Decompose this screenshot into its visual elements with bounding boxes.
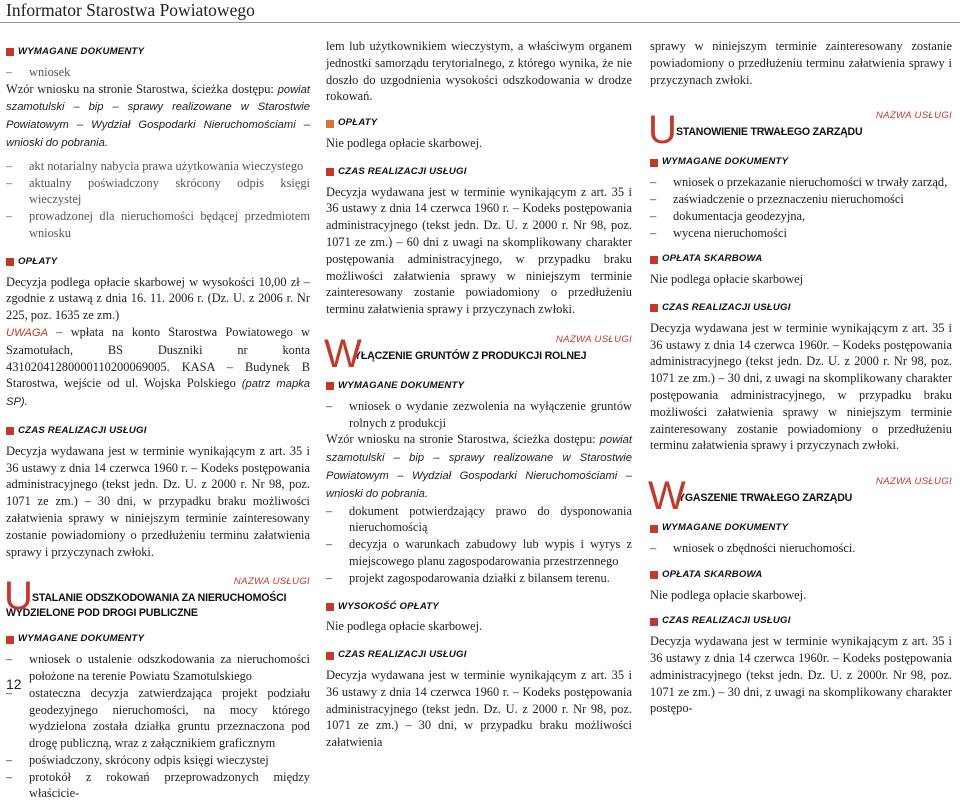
- bullet-square-icon: [326, 382, 334, 390]
- list-item: [6, 208, 310, 242]
- form-note: [6, 81, 310, 152]
- section-title: OPŁATY: [18, 255, 58, 267]
- list-item: – aktualny poświadczony skrócony odpis księgi wieczystej: [6, 175, 310, 209]
- list-item: – dokumentacja geodezyjna,: [650, 208, 952, 225]
- list: [6, 158, 310, 242]
- bullet-square-icon: [326, 652, 334, 660]
- bullet-square-icon: [650, 159, 658, 167]
- list-item: – zaświadczenie o przeznaczeniu nieruchomości: [650, 191, 952, 208]
- service-label: NAZWA USŁUGI: [233, 576, 310, 588]
- bullet-square-icon: [326, 603, 334, 611]
- section-title: WYMAGANE DOKUMENTY: [18, 633, 145, 645]
- section-title: CZAS REALIZACJI USŁUGI: [18, 424, 147, 436]
- time-paragraph: Decyzja wydawana jest w terminie wynikającym z art. 35 i 36 ustawy z dnia 14 czerwca 1960r. – Kodeks postępowania administracyjnego (tekst jedn. Dz. U. z 2000r. Nr 98, poz. 1071 ze zm.) – 30 dni, z uwagi na skomplikowany charakter postępo-: [650, 634, 952, 716]
- service-label: NAZWA USŁUGI: [875, 476, 952, 488]
- service-label: NAZWA USŁUGI: [875, 110, 952, 122]
- bullet-square-icon: [650, 618, 658, 626]
- service-heading: [324, 331, 632, 376]
- list-item: – protokół z rokowań przeprowadzonych między właścicie-: [6, 769, 310, 802]
- bullet-square-icon: [650, 571, 658, 579]
- fee-paragraph: Decyzja podlega opłacie skarbowej w wysokości 10,00 zł – zgodnie z ustawą z dnia 16. 11. 2006 r. (Dz. U. z 2006 r. Nr 225, poz. 1635 ze zm.): [6, 274, 310, 323]
- section-title: WYMAGANE DOKUMENTY: [18, 46, 145, 57]
- section-heading: [6, 423, 310, 440]
- section-heading: [650, 613, 952, 630]
- service-label: NAZWA USŁUGI: [555, 333, 632, 345]
- list-item: – wniosek o ustalenie odszkodowania za nieruchomości położone na terenie Powiatu Szamotulskiego: [6, 651, 310, 685]
- list: [650, 540, 952, 557]
- map-reference: (patrz mapka SP).: [6, 378, 310, 409]
- bullet-square-icon: [650, 525, 658, 533]
- bullet-square-icon: [6, 48, 14, 56]
- drop-cap: U: [4, 574, 33, 619]
- bullet-square-icon: [326, 168, 334, 176]
- service-title: YGASZENIE TRWAŁEGO ZARZĄDU: [678, 492, 853, 505]
- continued-paragraph: sprawy w niniejszym terminie zainteresowany zostanie powiadomiony o przedłużeniu terminu załatwienia sprawy i przyczynach zwłoki.: [650, 39, 952, 87]
- section-heading: [650, 520, 952, 537]
- list-item: – ostateczna decyzja zatwierdzająca projekt podziału geodezyjnego nieruchomości, na mocy którego wydzielona została działka gruntu przeznaczona pod drogę publiczną, wraz z załącznikiem graficznym: [6, 685, 310, 752]
- list-item: – wniosek o przekazanie nieruchomości w trwały zarząd,: [650, 174, 952, 191]
- section-heading: [326, 647, 632, 664]
- fee-paragraph: Nie podlega opłacie skarbowej.: [326, 619, 483, 634]
- form-note-lead: Wzór wniosku na stronie Starostwa, ścieżka dostępu:: [6, 81, 274, 96]
- bullet-square-icon: [650, 304, 658, 312]
- note-label: UWAGA: [6, 326, 49, 339]
- bullet-square-icon: [6, 636, 14, 644]
- list-item-text: prowadzonej dla nieruchomości będącej przedmiotem wniosku: [29, 209, 310, 240]
- time-paragraph: Decyzja wydawana jest w terminie wynikającym z art. 35 i 36 ustawy z dnia 14 czerwca 1960 r. – Kodeks postępowania administracyjnego (tekst jedn. Dz. U. z 2000 r. Nr 98, poz. 1071 ze zm.) – 30 dni, w przypadku braku możliwości załatwienia sprawy w niniejszym terminie zainteresowany zostanie powiadomiony o przedłużeniu terminu załatwienia sprawy i przyczynach zwłoki.: [6, 443, 310, 559]
- payment-text: – wpłata na konto Starostwa Powiatowego w Szamotułach, BS Duszniki nr konta 43102041280000110200069005. KASA – Budynek B Starostwa, wejście od ul. Wojska Polskiego: [6, 324, 310, 391]
- section-heading: [6, 631, 310, 648]
- bullet-square-icon: [650, 256, 658, 264]
- form-note: [326, 431, 632, 502]
- drop-cap: U: [648, 108, 677, 153]
- section-heading: [650, 567, 952, 584]
- section-title: WYMAGANE DOKUMENTY: [662, 522, 789, 534]
- list: [6, 64, 310, 81]
- section-heading: [650, 251, 952, 268]
- drop-cap: W: [324, 331, 362, 376]
- list-item: – wycena nieruchomości: [650, 225, 952, 242]
- list: [650, 174, 952, 241]
- payment-paragraph: [6, 324, 310, 411]
- time-paragraph: Decyzja wydawana jest w terminie wynikającym z art. 35 i 36 ustawy z dnia 14 czerwca 1960r. – Kodeks postępowania administracyjnego (tekst jedn. Dz. U. z 2000 r. Nr 98, poz. 1071 ze zm.) – 30 dni, z uwagi na skomplikowany charakter postępowania administracyjnego, w przypadku braku możliwości załatwienia sprawy w niniejszym terminie zainteresowany zostanie powiadomiony o przedłużeniu terminu załatwienia sprawy i przyczynach zwłoki.: [650, 320, 952, 453]
- section-heading: [650, 300, 952, 317]
- fee-paragraph: Nie podlega opłacie skarbowej.: [650, 587, 807, 602]
- list-item: – decyzja o warunkach zabudowy lub wypis i wyrys z miejscowego planu zagospodarowania przestrzennego: [326, 536, 632, 570]
- section-title: WYMAGANE DOKUMENTY: [662, 156, 789, 168]
- section-heading: [6, 254, 310, 271]
- form-note-lead: Wzór wniosku na stronie Starostwa, ścieżka dostępu:: [326, 432, 596, 447]
- section-title: WYMAGANE DOKUMENTY: [338, 379, 465, 391]
- section-heading: [326, 115, 632, 132]
- list-item: – dokument potwierdzający prawo do dysponowania nieruchomością: [326, 503, 632, 537]
- continued-paragraph: lem lub użytkownikiem wieczystym, a właściwym organem jednostki samorządu terytorialnego, z którego wynika, że nie doszło do uzgodnienia wysokości odszkodowania w drodze rokowań.: [326, 39, 632, 104]
- column-1: [6, 38, 310, 802]
- bullet-square-icon: [6, 258, 14, 266]
- service-heading: [648, 474, 952, 519]
- list-item: – poświadczony, skrócony odpis księgi wieczystej: [6, 752, 310, 769]
- list: [326, 398, 632, 432]
- list-item: – wniosek: [6, 64, 310, 81]
- section-title: CZAS REALIZACJI USŁUGI: [662, 301, 791, 313]
- header-bar: [0, 0, 960, 23]
- service-title: STALANIE ODSZKODOWANIA ZA NIERUCHOMOŚCI WYDZIELONE POD DROGI PUBLICZNE: [6, 592, 287, 620]
- column-2: [326, 38, 632, 751]
- section-heading: [650, 154, 952, 171]
- column-3: [650, 38, 952, 717]
- fee-paragraph: Nie podlega opłacie skarbowej.: [326, 135, 483, 150]
- list: [6, 651, 310, 802]
- list-item: – wniosek o zbędności nieruchomości.: [650, 540, 952, 557]
- service-title: STANOWIENIE TRWAŁEGO ZARZĄDU: [676, 126, 863, 139]
- drop-cap: W: [648, 474, 686, 519]
- fee-paragraph: Nie podlega opłacie skarbowej: [650, 272, 804, 287]
- section-title: OPŁATA SKARBOWA: [662, 568, 763, 580]
- time-paragraph: Decyzja wydawana jest w terminie wynikającym z art. 35 i 36 ustawy z dnia 14 czerwca 1960 r. – Kodeks postępowania administracyjnego (tekst jedn. Dz. U. z 2000 r. Nr 98, poz. 1071 ze zm.) – 60 dni z uwagi na skomplikowany charakter postępowania administracyjnego, w przypadku braku możliwości załatwienia sprawy w niniejszym terminie zainteresowany zostanie powiadomiony o przedłużeniu terminu załatwienia sprawy i przyczynach zwłoki.: [326, 184, 632, 317]
- section-title: CZAS REALIZACJI USŁUGI: [338, 165, 467, 177]
- section-title: OPŁATA SKARBOWA: [662, 253, 763, 265]
- section-title: CZAS REALIZACJI USŁUGI: [338, 649, 467, 661]
- page-title: Informator Starostwa Powiatowego: [6, 0, 255, 20]
- section-heading: [6, 44, 310, 61]
- section-heading: [326, 164, 632, 181]
- service-heading: [6, 574, 310, 621]
- section-heading: [326, 378, 632, 395]
- bullet-square-icon: [326, 120, 334, 128]
- page-number: 12: [6, 676, 22, 692]
- section-title: OPŁATY: [338, 117, 378, 129]
- list: [326, 503, 632, 587]
- section-title: CZAS REALIZACJI USŁUGI: [662, 615, 791, 627]
- service-title: YŁĄCZENIE GRUNTÓW Z PRODUKCJI ROLNEJ: [354, 349, 587, 362]
- list-item: – akt notarialny nabycia prawa użytkowania wieczystego: [6, 158, 310, 175]
- bullet-square-icon: [6, 427, 14, 435]
- time-paragraph: Decyzja wydawana jest w terminie wynikającym z art. 35 i 36 ustawy z dnia 14 czerwca 1960 r. – Kodeks postępowania administracyjnego (tekst jedn. Dz. U. z 2000 r. Nr 98, poz. 1071 ze zm.) – 30 dni, w przypadku braku możliwości załatwienia: [326, 667, 632, 750]
- section-title: WYSOKOŚĆ OPŁATY: [338, 600, 439, 612]
- section-heading: [326, 599, 632, 616]
- form-note-path: powiat szamotulski – bip – sprawy realizowane w Starostwie Powiatowym – Wydział Gospodarki Nieruchomościami – wnioski do pobrania.: [6, 83, 310, 149]
- form-note-path: powiat szamotulski – bip – sprawy realizowane w Starostwie Powiatowym – Wydział Gospodarki Nieruchomościami – wnioski do pobrania.: [326, 434, 632, 500]
- list-item: – wniosek o wydanie zezwolenia na wyłączenie gruntów rolnych z produkcji: [326, 398, 632, 432]
- list-item: – projekt zagospodarowania działki z bilansem terenu.: [326, 570, 632, 587]
- service-heading: [648, 108, 952, 153]
